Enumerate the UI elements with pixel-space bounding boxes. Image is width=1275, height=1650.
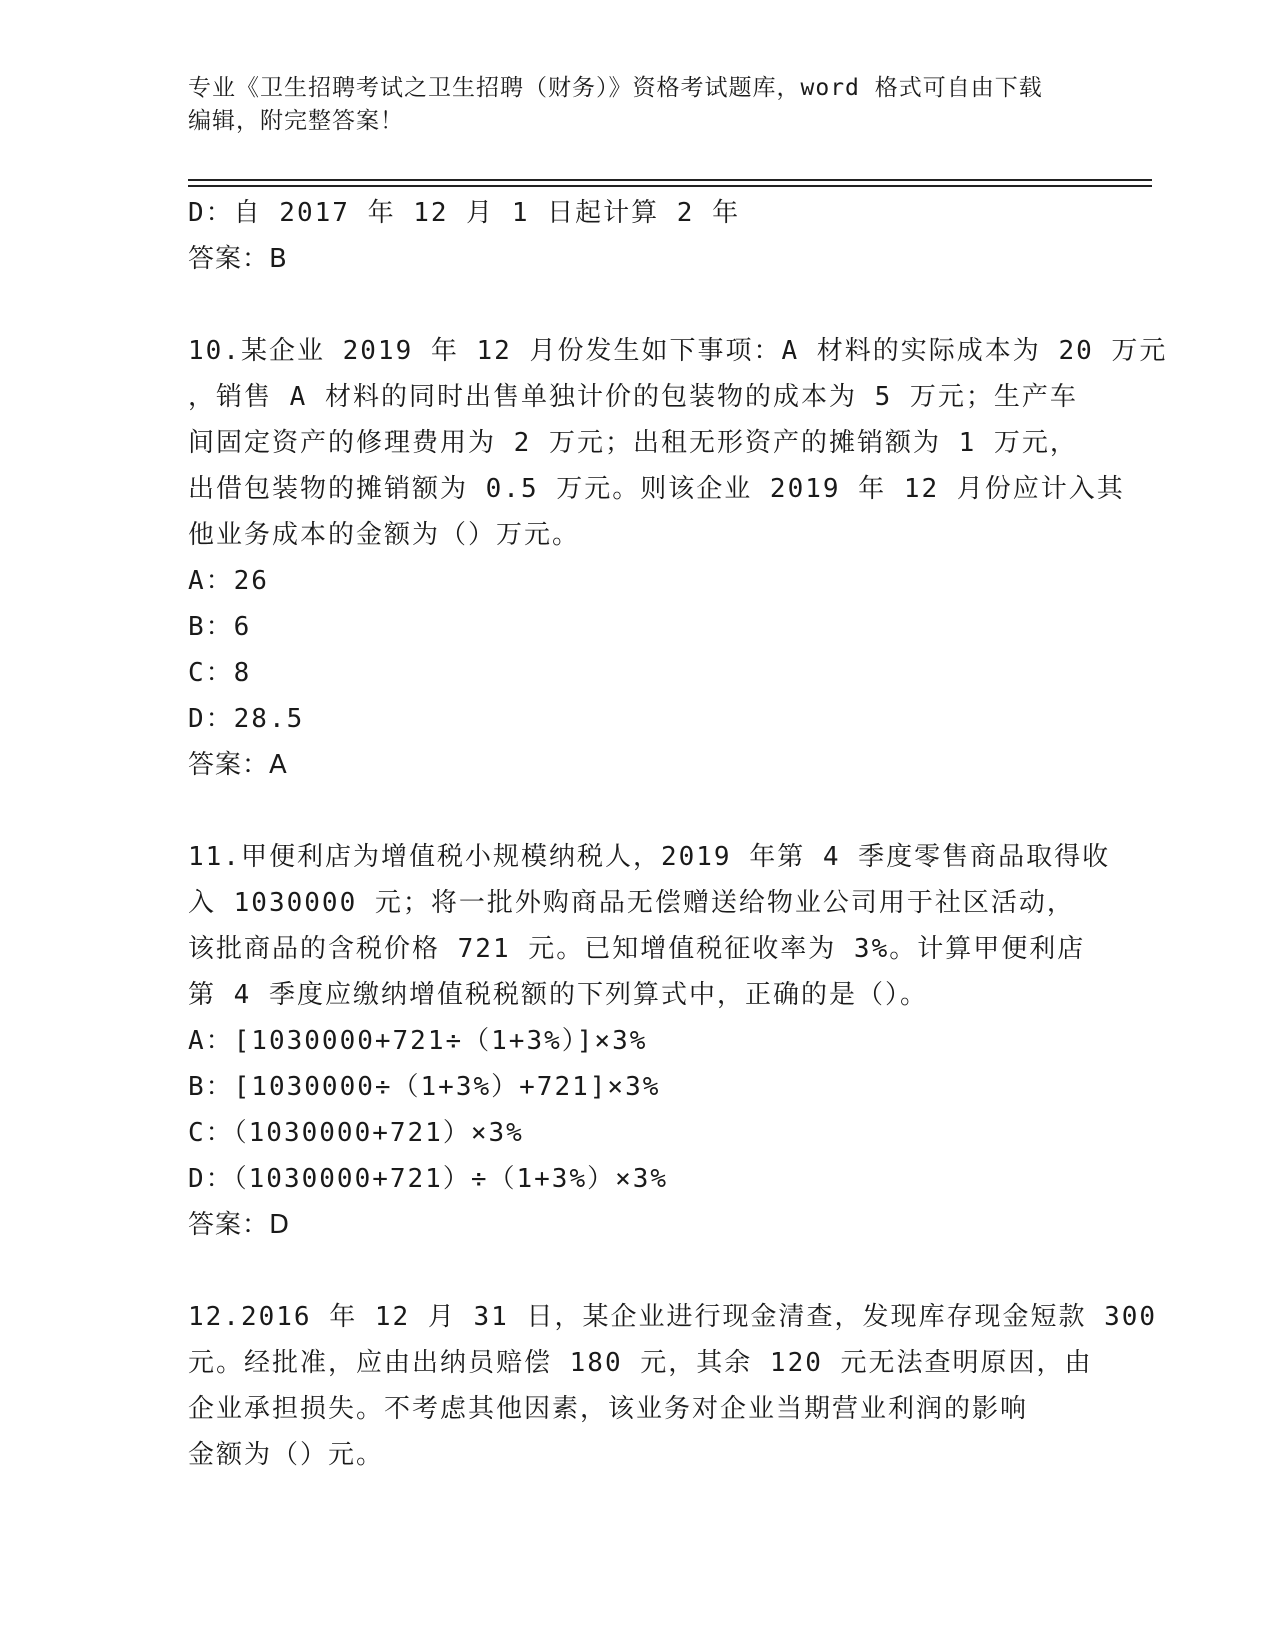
q11-text-line: 11.甲便利店为增值税小规模纳税人，2019 年第 4 季度零售商品取得收 — [188, 842, 1111, 872]
question-12 — [188, 1294, 1158, 1478]
q10-text-line: 出借包装物的摊销额为 0.5 万元。则该企业 2019 年 12 月份应计入其 — [188, 474, 1125, 504]
prev-answer: 答案：B — [188, 244, 288, 274]
q10-option-d: D：28.5 — [188, 704, 305, 734]
spacer — [188, 282, 1088, 328]
header-rule-bottom — [188, 185, 1152, 187]
q11-option-a: A：[1030000+721÷（1+3%）]×3% — [188, 1026, 648, 1056]
q11-answer: 答案：D — [188, 1210, 291, 1240]
document-header — [188, 72, 1088, 138]
header-line-2: 编辑，附完整答案！ — [188, 108, 404, 134]
q12-text-line: 金额为（）元。 — [188, 1440, 385, 1470]
q12-text-line: 企业承担损失。不考虑其他因素，该业务对企业当期营业利润的影响 — [188, 1394, 1029, 1424]
spacer — [188, 788, 1088, 834]
q12-text-line: 12.2016 年 12 月 31 日，某企业进行现金清查，发现库存现金短款 300 — [188, 1302, 1158, 1332]
q11-text-line: 第 4 季度应缴纳增值税税额的下列算式中，正确的是（）。 — [188, 980, 928, 1010]
spacer — [188, 1248, 1088, 1294]
question-content — [188, 190, 1168, 1478]
q11-text-line: 入 1030000 元；将一批外购商品无偿赠送给物业公司用于社区活动， — [188, 888, 1075, 918]
question-11 — [188, 834, 1111, 1248]
q10-text-line: 间固定资产的修理费用为 2 万元；出租无形资产的摊销额为 1 万元， — [188, 428, 1078, 458]
q11-text-line: 该批商品的含税价格 721 元。已知增值税征收率为 3%。计算甲便利店 — [188, 934, 1086, 964]
header-line-1: 专业《卫生招聘考试之卫生招聘（财务）》资格考试题库，word 格式可自由下载 — [188, 75, 1043, 101]
q10-option-a: A：26 — [188, 566, 269, 596]
q10-answer: 答案：A — [188, 750, 288, 780]
prev-option-d: D：自 2017 年 12 月 1 日起计算 2 年 — [188, 198, 741, 228]
q10-option-b: B：6 — [188, 612, 252, 642]
q11-option-c: C：（1030000+721）×3% — [188, 1118, 524, 1148]
q12-text-line: 元。经批准，应由出纳员赔偿 180 元，其余 120 元无法查明原因，由 — [188, 1348, 1093, 1378]
q10-text-line: 他业务成本的金额为（）万元。 — [188, 520, 581, 550]
q11-option-b: B：[1030000÷（1+3%）+721]×3% — [188, 1072, 661, 1102]
q10-text-line: ，销售 A 材料的同时出售单独计价的包装物的成本为 5 万元；生产车 — [188, 382, 1078, 412]
q11-option-d: D：（1030000+721）÷（1+3%）×3% — [188, 1164, 669, 1194]
q10-text-line: 10.某企业 2019 年 12 月份发生如下事项：A 材料的实际成本为 20 万元 — [188, 336, 1168, 366]
q10-option-c: C：8 — [188, 658, 252, 688]
question-10 — [188, 328, 1168, 788]
header-rule-top — [188, 179, 1152, 181]
